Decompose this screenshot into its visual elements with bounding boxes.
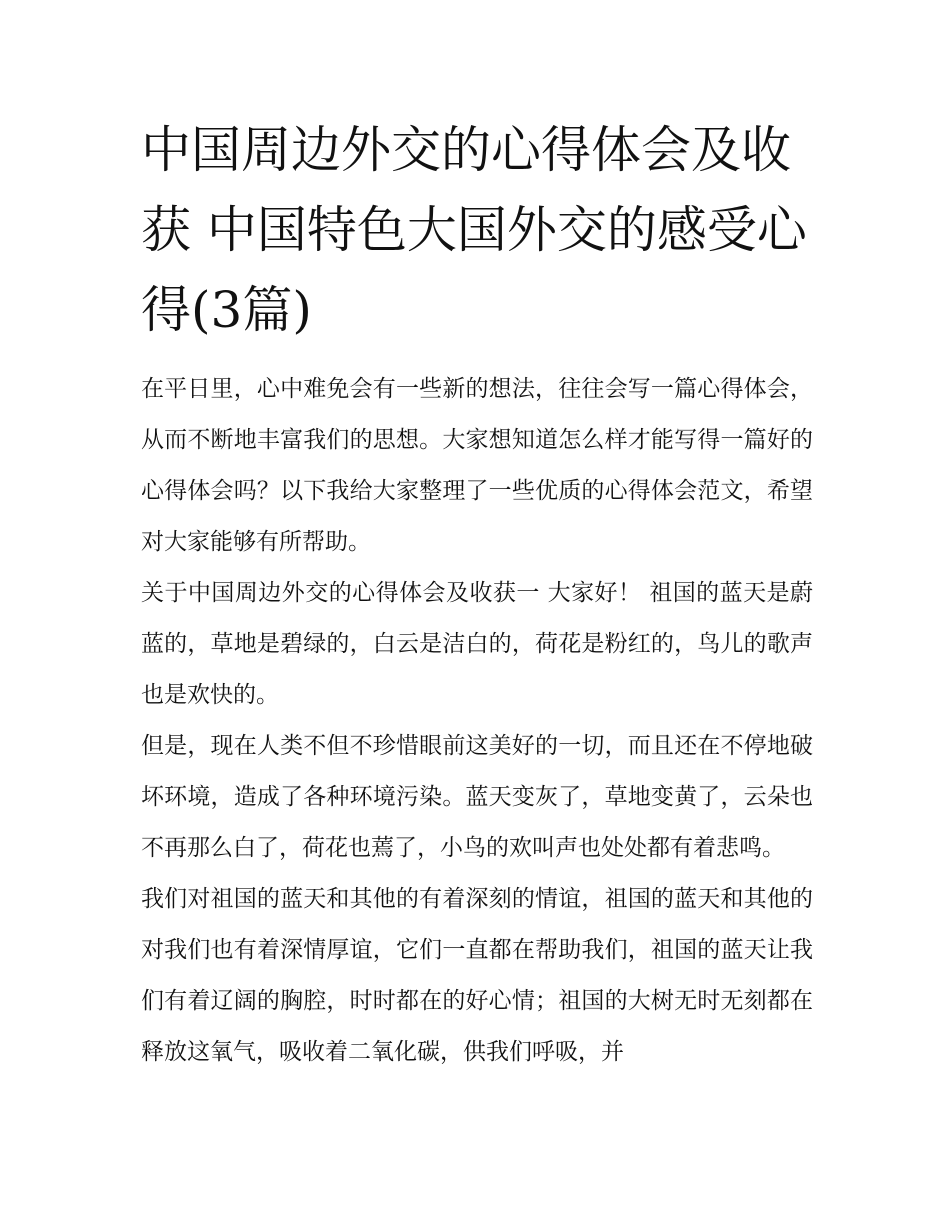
paragraph-friendship: 我们对祖国的蓝天和其他的有着深刻的情谊，祖国的蓝天和其他的对我们也有着深情厚谊，它们一直都在帮助我们，祖国的蓝天让我们有着辽阔的胸腔，时时都在的好心情；祖国的大树无时无刻都在释放这氧气，吸收着二氧化碳，供我们呼吸，并 [141,886,813,1065]
document-content [141,110,813,1078]
document-title: 中国周边外交的心得体会及收获 中国特色大国外交的感受心得(3篇) [141,121,807,339]
paragraph-pollution: 但是，现在人类不但不珍惜眼前这美好的一切，而且还在不停地破坏环境，造成了各种环境污染。蓝天变灰了，草地变黄了，云朵也不再那么白了，荷花也蔫了，小鸟的欢叫声也处处都有着悲鸣。 [141,733,813,861]
paragraph-section-one: 关于中国周边外交的心得体会及收获一 大家好！ 祖国的蓝天是蔚蓝的，草地是碧绿的，白云是洁白的，荷花是粉红的，鸟儿的歌声也是欢快的。 [141,580,813,708]
paragraph-intro: 在平日里，心中难免会有一些新的想法，往往会写一篇心得体会，从而不断地丰富我们的思想。大家想知道怎么样才能写得一篇好的心得体会吗？以下我给大家整理了一些优质的心得体会范文，希望对大家能够有所帮助。 [141,376,813,555]
